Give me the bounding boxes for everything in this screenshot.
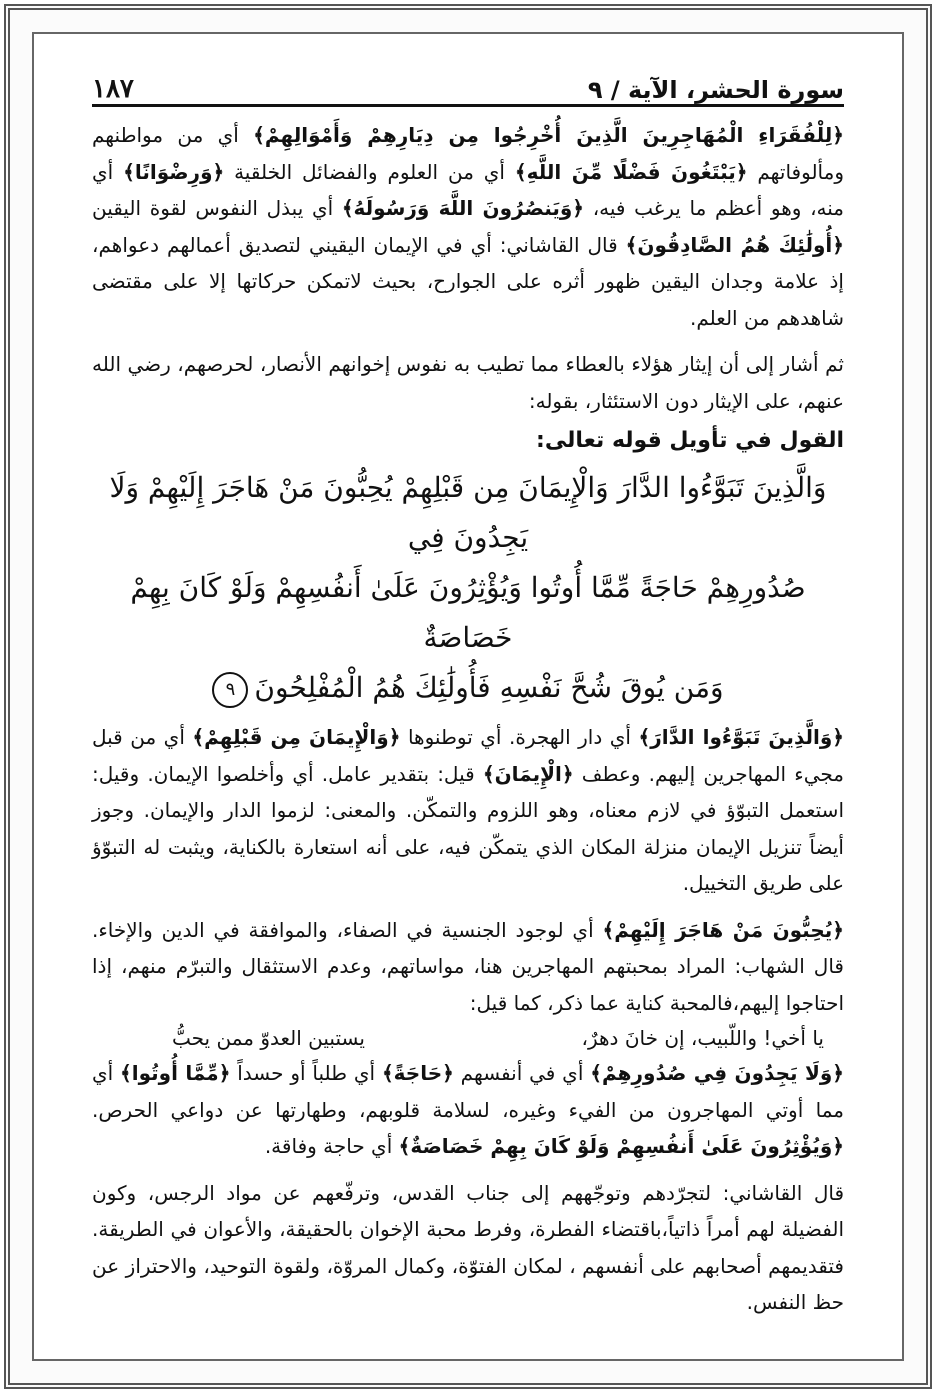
commentary-text: قال القاشاني: أي في الإيمان اليقيني لتصديق أعمالهم دعواهم، إذ علامة وجدان اليقين ظهور أثره على الجوارح، بحيث لاتمكن حركاتها إلا على مقتضى شاهدهم من العلم. (92, 232, 844, 330)
commentary-text: أي منه، وهو أعظم ما يرغب فيه، (92, 159, 844, 220)
ayah-number-marker: ٩ (212, 672, 248, 708)
quran-verse (92, 463, 844, 713)
commentary-text: أي في أنفسهم (453, 1061, 591, 1085)
poem-verse (92, 1021, 844, 1055)
paragraph-4 (92, 912, 844, 1022)
paragraph-2: ثم أشار إلى أن إيثار هؤلاء بالعطاء مما تطيب به نفوس إخوانهم الأنصار، لحرصهم، رضي الله عنهم، على الإيثار دون الاستئثار، بقوله: (92, 352, 844, 413)
commentary-text: أي يبذل النفوس لقوة اليقين (92, 196, 342, 220)
commentary-text: أي مما أوتي المهاجرون من الفيء وغيره، لسلامة قلوبهم، وطهارتها عن دواعي الحرص. (92, 1061, 844, 1122)
paragraph-6: قال القاشاني: لتجرّدهم وتوجّههم إلى جناب القدس، وترفّعهم عن مواد الرجس، وكون الفضيلة لهم أمراً ذاتياً،باقتضاء الفطرة، وفرط محبة الإخوان بالحقيقة، والأعوان في الطريقة. فتقديمهم أصحابهم على أنفسهم ، لمكان الفتوّة، وكمال المروّة، ولقوة التوحيد، والاحتراز عن حظ النفس. (92, 1180, 844, 1314)
quran-quote: ﴿وَيَنصُرُونَ اللَّهَ وَرَسُولَهُ﴾ (341, 196, 585, 220)
quran-quote: ﴿وَرِضْوَانًا﴾ (123, 159, 225, 184)
verse-line-3-text: وَمَن يُوقَ شُحَّ نَفْسِهِ فَأُولَٰئِكَ هُمُ الْمُفْلِحُونَ (254, 671, 724, 704)
quran-quote: ﴿وَلَا يَجِدُونَ فِي صُدُورِهِمْ﴾ (590, 1061, 844, 1085)
running-header (92, 60, 844, 107)
section-heading: القول في تأويل قوله تعالى: (536, 428, 844, 453)
surah-title: سورة الحشر، الآية / ٩ (587, 76, 844, 104)
paragraph-1 (92, 117, 844, 336)
commentary-text: أي لوجود الجنسية في الصفاء، والموافقة في الدين والإخاء. قال الشهاب: المراد بمحبتهم المهاجرين هنا، مواساتهم، وعدم الاستثقال والتبرّم منهم، إذا احتاجوا إليهم،فالمحبة كناية عما ذكر، كما قيل: (92, 917, 844, 1015)
poem-hemistich-1: يا أخي! واللّبيب، إن خانَ دهرٌ، (581, 1026, 824, 1050)
paragraph-3 (92, 719, 844, 902)
commentary-text: أي من مواطنهم ومألوفاتهم (92, 123, 845, 184)
commentary-text: أي من العلوم والفضائل الخلقية (224, 159, 515, 184)
quran-quote: ﴿مِّمَّا أُوتُوا﴾ (120, 1061, 231, 1085)
quran-quote: ﴿وَالْإِيمَانَ مِن قَبْلِهِمْ﴾ (192, 725, 401, 749)
verse-line-3 (92, 663, 844, 713)
quran-quote: ﴿لِلْفُقَرَاءِ الْمُهَاجِرِينَ الَّذِينَ أُخْرِجُوا مِن دِيَارِهِمْ وَأَمْوَالِهِمْ﴾ (253, 123, 844, 147)
verse-line-1: وَالَّذِينَ تَبَوَّءُوا الدَّارَ وَالْإِيمَانَ مِن قَبْلِهِمْ يُحِبُّونَ مَنْ هَاجَرَ إِلَيْهِمْ وَلَا يَجِدُونَ فِي (109, 471, 827, 554)
commentary-text: قيل: بتقدير عامل. أي وأخلصوا الإيمان. وقيل: استعمل التبوّؤ في لازم معناه، وهو اللزوم والتمكّن. والمعنى: لزموا الدار والإيمان. وجوز أيضاً تنزيل الإيمان منزلة المكان الذي يتمكّن فيه، على أنه استعارة بالكناية، ويثبت له التبوّؤ على طريق التخييل. (92, 761, 844, 895)
verse-line-2: صُدُورِهِمْ حَاجَةً مِّمَّا أُوتُوا وَيُؤْثِرُونَ عَلَىٰ أَنفُسِهِمْ وَلَوْ كَانَ بِهِمْ خَصَاصَةٌ (130, 571, 806, 654)
commentary-text: أي من قبل مجيء المهاجرين إليهم. وعطف (92, 725, 844, 786)
commentary-text: أي حاجة وفاقة. (264, 1134, 399, 1158)
quran-quote: ﴿أُولَٰئِكَ هُمُ الصَّادِقُونَ﴾ (625, 232, 844, 257)
quran-quote: ﴿يُحِبُّونَ مَنْ هَاجَرَ إِلَيْهِمْ﴾ (602, 917, 844, 942)
commentary-text: أي دار الهجرة. أي توطنوها (400, 725, 639, 749)
quran-quote: ﴿وَيُؤْثِرُونَ عَلَىٰ أَنفُسِهِمْ وَلَوْ كَانَ بِهِمْ خَصَاصَةٌ﴾ (398, 1134, 844, 1158)
quran-quote: ﴿الْإِيمَانَ﴾ (482, 761, 574, 786)
commentary-text: أي طلباً أو حسداً (230, 1061, 382, 1085)
paragraph-5 (92, 1055, 844, 1165)
book-page (92, 60, 844, 1350)
quran-quote: ﴿حَاجَةً﴾ (381, 1061, 454, 1085)
page-number: ١٨٧ (92, 74, 134, 104)
quran-quote: ﴿يَبْتَغُونَ فَضْلًا مِّنَ اللَّهِ﴾ (514, 159, 748, 184)
quran-quote: ﴿وَالَّذِينَ تَبَوَّءُوا الدَّارَ﴾ (638, 725, 845, 749)
poem-hemistich-2: يستبين العدوّ ممن يحبُّ (172, 1026, 365, 1050)
